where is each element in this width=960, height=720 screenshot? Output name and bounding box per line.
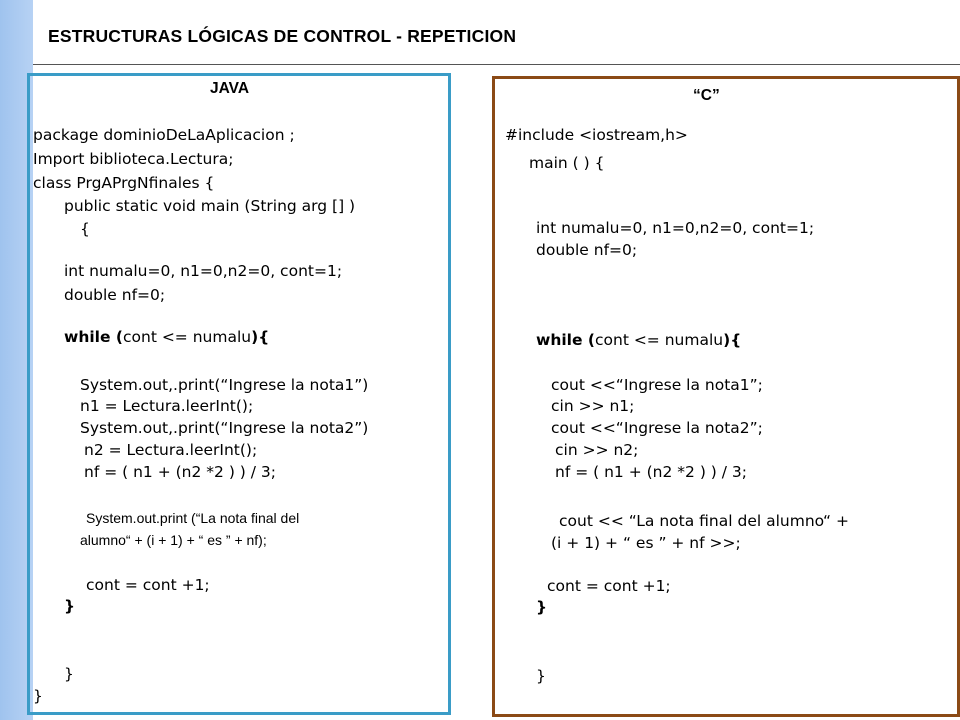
java-while-close-brace-text: } (64, 597, 76, 615)
java-line-5: { (80, 220, 90, 238)
java-line-14: System.out.print (“La nota final del (86, 510, 300, 526)
c-while-close-brace-text: } (536, 598, 548, 616)
c-line-8: cout <<“Ingrese la nota2”; (551, 419, 763, 437)
java-heading: JAVA (210, 80, 250, 97)
c-line-10: nf = ( n1 + (n2 *2 ) ) / 3; (555, 463, 748, 481)
c-line-13: cont = cont +1; (547, 577, 671, 595)
java-while-open-brace: ){ (251, 328, 270, 346)
c-line-4: double nf=0; (536, 241, 638, 259)
java-line-1: package dominioDeLaAplicacion ; (33, 126, 295, 144)
java-while-close-brace (64, 599, 75, 615)
java-while-condition: cont <= numalu (122, 328, 252, 346)
c-line-7: cin >> n1; (551, 397, 635, 415)
c-while-keyword: while ( (536, 331, 595, 349)
c-while-condition: cont <= numalu (594, 331, 724, 349)
java-while-keyword: while ( (64, 328, 123, 346)
c-line-3: int numalu=0, n1=0,n2=0, cont=1; (536, 219, 815, 237)
c-while-line (536, 333, 741, 349)
c-line-1: #include <iostream,h> (505, 126, 688, 144)
java-line-4: public static void main (String arg [] ) (64, 197, 356, 215)
java-line-12: n2 = Lectura.leerInt(); (84, 441, 258, 459)
java-code-panel (27, 73, 451, 715)
java-main-close-brace: } (64, 665, 74, 683)
java-line-7: double nf=0; (64, 286, 166, 304)
java-line-16: cont = cont +1; (86, 576, 210, 594)
java-line-2: Import biblioteca.Lectura; (33, 150, 234, 168)
slide-title: ESTRUCTURAS LÓGICAS DE CONTROL - REPETICION (48, 26, 517, 46)
java-line-10: n1 = Lectura.leerInt(); (80, 397, 254, 415)
c-line-2: main ( ) { (529, 154, 605, 172)
java-line-9: System.out,.print(“Ingrese la nota1”) (80, 376, 369, 394)
c-while-open-brace: ){ (723, 331, 742, 349)
c-while-close-brace (536, 600, 547, 616)
c-line-11: cout << “La nota final del alumno“ + (559, 512, 849, 530)
c-line-6: cout <<“Ingrese la nota1”; (551, 376, 763, 394)
java-line-13: nf = ( n1 + (n2 *2 ) ) / 3; (84, 463, 277, 481)
c-heading: “C” (693, 87, 720, 104)
java-line-11: System.out,.print(“Ingrese la nota2”) (80, 419, 369, 437)
c-main-close-brace: } (536, 667, 546, 685)
java-line-3: class PrgAPrgNfinales { (33, 174, 215, 192)
title-divider (33, 64, 960, 65)
java-while-line (64, 330, 269, 346)
java-line-15: alumno“ + (i + 1) + “ es ” + nf); (80, 532, 267, 548)
c-line-12: (i + 1) + “ es ” + nf >>; (551, 534, 741, 552)
c-line-9: cin >> n2; (555, 441, 639, 459)
java-line-6: int numalu=0, n1=0,n2=0, cont=1; (64, 262, 343, 280)
java-class-close-brace: } (33, 687, 43, 705)
